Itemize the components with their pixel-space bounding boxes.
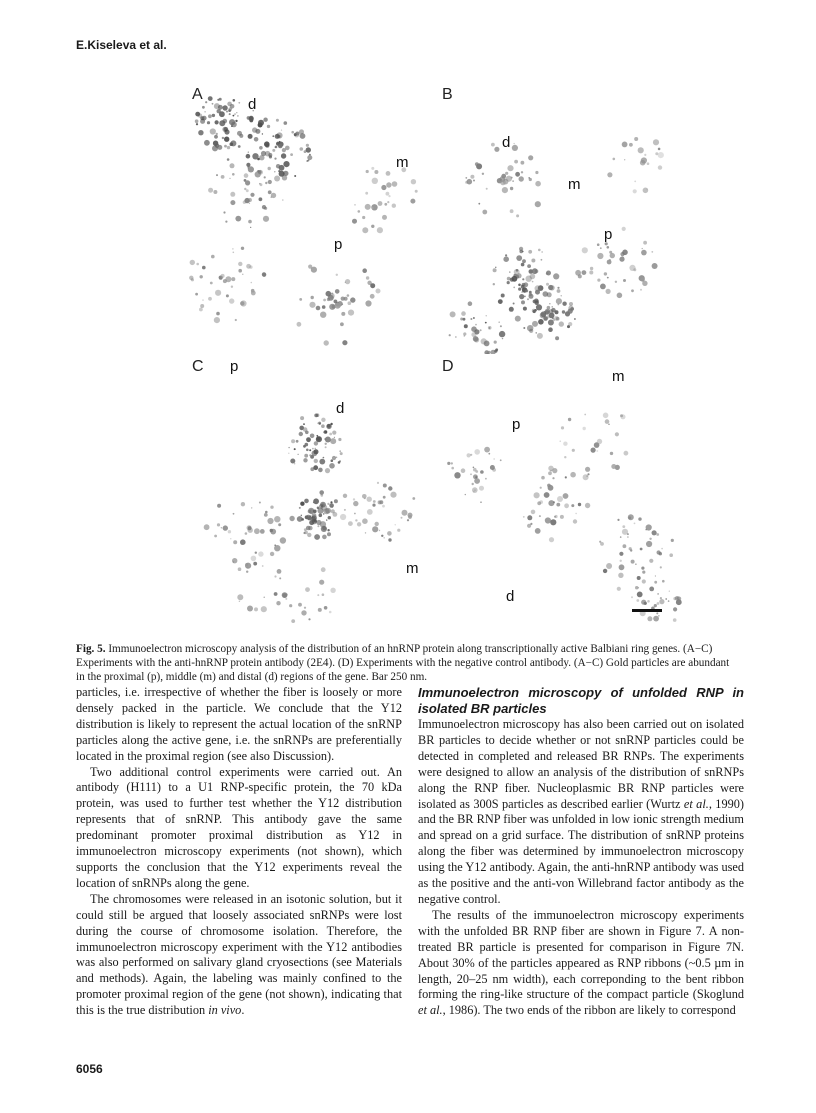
- panel-d-label-p: p: [512, 416, 521, 433]
- panel-d-label-d: d: [506, 588, 515, 605]
- left-column: [76, 685, 402, 1019]
- right-paragraph-1-text: Immunoelectron microscopy has also been carried out on isolated BR particles to decide whether or not snRNP particles could be detected in completed and released BR RNPs. The experiments were designed to allow an analysis of the distribution of snRNPs along the RNP fiber. Nucleoplasmic BR RNP particles were isolated as 300S particles as described earlier (Wurtz: [418, 717, 744, 811]
- panel-c-label-d: d: [336, 400, 345, 417]
- panel-a-label-d: d: [248, 96, 257, 113]
- panel-b-label-p: p: [604, 226, 613, 243]
- figure-caption: [76, 642, 740, 684]
- panel-a-micrograph: [186, 82, 436, 354]
- right-paragraph-1-italic: et al.: [683, 796, 709, 811]
- panel-c-micrograph: [186, 354, 436, 626]
- panel-b-label-m: m: [568, 176, 581, 193]
- page-number: 6056: [76, 1062, 103, 1076]
- right-paragraph-2-italic: et al.: [418, 1003, 443, 1018]
- right-paragraph-2-text: The results of the immunoelectron microscopy experiments with the unfolded BR RNP fiber are shown in Figure 7. A non-treated BR particle is presented for comparison in Figure 7N. About 30% of the particles appeared as RNP ribbons (~0.5 µm in length, 20–25 nm width), each correponding to the bent ribbon forming the ring-like structure of the compact particle (Skoglund: [418, 907, 744, 1002]
- section-heading: Immunoelectron microscopy of unfolded RNP in isolated BR particles: [418, 685, 744, 716]
- panel-c-label-m: m: [406, 560, 419, 577]
- right-paragraph-1-end: , 1990) and the BR RNP fiber was unfolded in low ionic strength medium and spread on a grid surface. The distribution of snRNP proteins along the fiber was determined by immunoelectron microscopy using the Y12 antibody. Again, the anti-hnRNP antibody was used as the positive and the anti-von Willebrand factor antibody as the negative control.: [418, 796, 744, 906]
- right-paragraph-2-end: , 1986). The two ends of the ribbon are likely to correspond: [442, 1003, 736, 1018]
- figure-5: [186, 82, 686, 627]
- right-column: [418, 685, 744, 1019]
- right-paragraph-1: [418, 717, 744, 908]
- panel-d-label-m: m: [612, 368, 625, 385]
- running-head: E.Kiseleva et al.: [76, 38, 167, 52]
- caption-text: Immunoelectron microscopy analysis of the distribution of an hnRNP protein along transcriptionally active Balbiani ring genes. (A−C) Experiments with the anti-hnRNP protein antibody (2E4). (D) Experiments with the negative control antibody. (A−C) Gold particles are abundant in the proximal (p), middle (m) and distal (d) regions of the gene. Bar 250 nm.: [76, 643, 730, 683]
- panel-c-label-p: p: [230, 358, 239, 375]
- panel-letter-b: B: [442, 86, 453, 103]
- left-paragraph-2: Two additional control experiments were carried out. An antibody (H111) to a U1 RNP-specific protein, the 70 kDa protein, was used to further test whether the Y12 distribution represents that of snRNP. This antibody gave the same predominant promoter proximal distribution as Y12 in immunoelectron microscopy experiments (not shown), which supports the conclusion that the Y12 experiments reveal the location of snRNPs along the gene.: [76, 764, 402, 890]
- left-paragraph-3-italic: in vivo: [208, 1003, 242, 1018]
- panel-b-label-d: d: [502, 134, 511, 151]
- left-paragraph-1: particles, i.e. irrespective of whether the fiber is loosely or more densely packed in the particle. We conclude that the Y12 distribution is likely to represent the actual location of the snRNP particles along the active gene, i.e. the snRNPs are preferentially located in the proximal region (see also Discussion).: [76, 685, 402, 763]
- left-paragraph-3-end: .: [241, 1003, 245, 1018]
- left-paragraph-3-text: The chromosomes were released in an isotonic solution, but it could still be argued that loosely associated snRNPs were lost during the course of chromosome isolation. Therefore, the immunoelectron microscopy experiment with the Y12 antibodies was also performed on salivary gland cryosections (see Materials and methods). Again, the labeling was mainly confined to the promoter proximal region of the gene (not shown), indicating that this is the true distribution: [76, 891, 402, 1018]
- panel-a-label-p: p: [334, 236, 343, 253]
- panel-d-gold-particles: [436, 354, 686, 626]
- left-paragraph-3: [76, 892, 402, 1019]
- scale-bar: [632, 609, 662, 612]
- panel-a-gold-particles: [186, 82, 436, 354]
- right-paragraph-2: [418, 908, 744, 1019]
- panel-letter-c: C: [192, 358, 204, 375]
- panel-letter-a: A: [192, 86, 203, 103]
- panel-d-micrograph: [436, 354, 686, 626]
- panel-letter-d: D: [442, 358, 454, 375]
- caption-label: Fig. 5.: [76, 643, 106, 655]
- panel-a-label-m: m: [396, 154, 409, 171]
- panel-b-gold-particles: [436, 82, 686, 354]
- panel-c-gold-particles: [186, 354, 436, 626]
- panel-b-micrograph: [436, 82, 686, 354]
